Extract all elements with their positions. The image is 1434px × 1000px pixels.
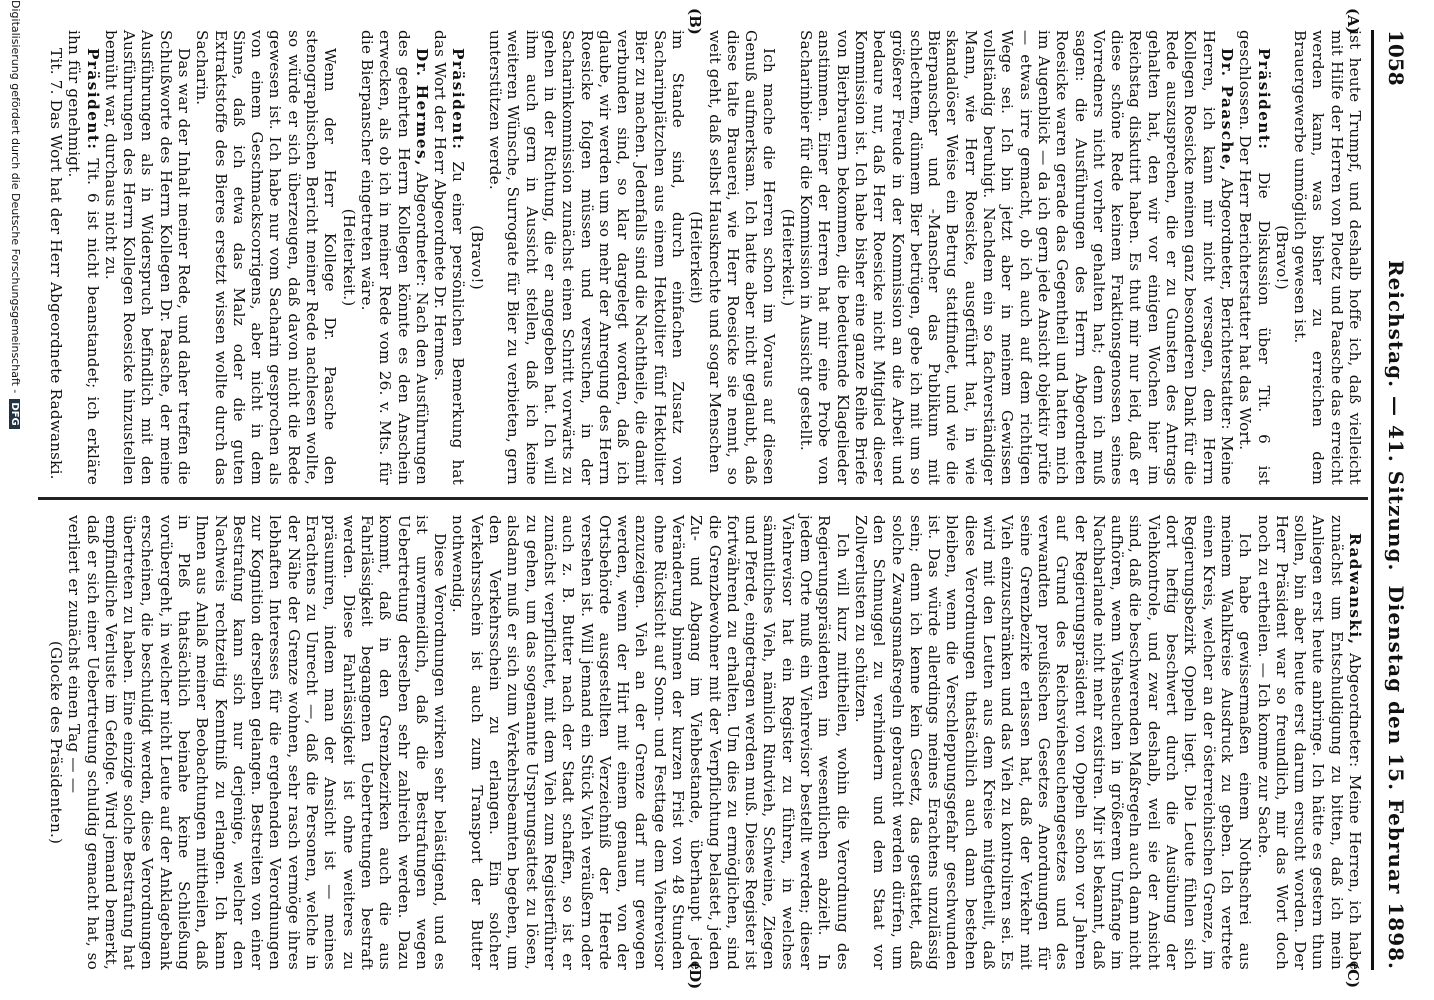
header-rule: [1371, 30, 1374, 970]
bell-note: (Glocke des Präsidenten.): [46, 640, 65, 845]
laughter-note: (Heiterkeit.): [778, 208, 797, 307]
speech-text: Abgeordneter: Nach den Ausführungen des geehrten Herrn Kollegen könnte es den Anschein erwecken, als ob ich in meiner Rede vom 26. v. Mts. für die Bierpanscher eingetreten wäre.: [357, 30, 431, 485]
margin-marker-c: (C): [1344, 962, 1362, 989]
paragraph: [797, 30, 1236, 485]
laughter-note: (Heiterkeit.): [339, 208, 358, 307]
paragraph: Tit. 7. Das Wort hat der Herr Abgeordnete Radwanski.: [46, 48, 65, 480]
margin-marker-b: (B): [686, 8, 704, 35]
speaker-name: Dr. Hermes,: [412, 48, 431, 167]
applause-note: (Bravo!): [467, 225, 486, 290]
paragraph: [65, 30, 102, 485]
page-number: 1058: [1384, 30, 1408, 86]
paragraph: Wenn der Herr Kollege Dr. Paasche den stenographischen Bericht meiner Rede nachlesen wollte, so würde er sich überzeugen, daß davon nicht die Rede gewesen ist. Ich habe nur vom Sacharin gesprochen als von einem Geschmackscorrigens, aber nicht in dem Sinne, daß ich etwa das Malz oder die guten Extraktstoffe des Bieres ersetzt wissen wollte durch das Sacharin.: [193, 30, 340, 485]
paragraph: ist heute Trumpf, und deshalb hoffe ich, daß vielleicht mit Hilfe der Herren von Ploetz und Paasche das erreicht werden kann, was bisher zu erreichen dem Brauergewerbe unmöglich gewesen ist.: [1291, 30, 1364, 485]
paragraph: [1254, 515, 1364, 970]
paragraph: Das war der Inhalt meiner Rede, und daher treffen die Schlußworte des Herrn Kollegen Dr. Paasche, der meine Ausführungen als in Widerspruch befindlich mit den Ausführungen des Herrn Kollegen Roesicke hinzustellen bemüht war, durchaus nicht zu.: [101, 30, 193, 485]
page-title: Reichstag. — 41. Sitzung.: [1384, 260, 1408, 572]
right-column: [47, 515, 1364, 970]
margin-marker-d: (D): [686, 962, 704, 990]
paragraph: [431, 30, 468, 485]
speech-text: Tit. 6 ist nicht beanstandet; ich erkläre ihn für genehmigt.: [65, 30, 102, 486]
speech-text: Abgeordneter: Meine Herren, ich habe zunächst um Entschuldigung zu bitten, daß ich mein Anliegen erst heute anbringe. Ich hätte es gestern thun sollen, bin aber heute erst darum ersucht worden. Der Herr Präsident war so freundlich, mir das Wort doch noch zu ertheilen. — Ich komme zur Sache.: [1254, 515, 1364, 970]
paragraph: [1236, 30, 1273, 485]
column-divider: [38, 497, 1368, 500]
margin-marker-a: (A): [1344, 8, 1362, 34]
speaker-name: Präsident:: [449, 48, 468, 151]
speech-text: Zu einer persönlichen Bemerkung hat das Wort der Herr Abgeordnete Dr. Hermes.: [431, 30, 468, 485]
applause-note: (Bravo!): [1272, 225, 1291, 290]
dfg-logo: DFG: [9, 399, 20, 428]
paragraph: Diese Verordnungen wirken sehr belästigend, und es ist unvermeidlich, daß die Bestrafungen wegen Uebertretung derselben sehr zahlreich werden. Dazu kommt, daß in den Grenzbezirken auch die aus Fahrlässigkeit begangenen Uebertretungen bestraft werden. Diese Fahrlässigkeit ist ohne weiteres zu präsumiren, indem man der Ansicht ist — meines Erachtens zu Unrecht —, daß die Personen, welche in der Nähe der Grenze wohnen, sehr rasch vermöge ihres lebhaften Interesses für die ergehenden Verordnungen zur Kognition derselben gelangen. Bestreiten von einer Bestrafung kann sich nur derjenige, welcher den Nachweis rechtzeitig Kenntniß zu erlangen. Ich kann Ihnen aus Anlaß meiner Beobachtungen mittheilen, daß in Pleß thatsächlich beinahe keine Schließung vorübergeht, in welcher nicht Leute auf der Anklagebank erscheinen, die beschuldigt werden, diese Verordnungen übertreten zu haben. Eine einzige solche Bestrafung hat empfindliche Verluste im Gefolge. Wird jemand bemerkt, daß er sich einer Uebertretung schuldig gemacht hat, so verliert er zunächst einen Tag — —: [65, 515, 450, 970]
paragraph: Ich will kurz mittheilen, wohin die Verordnung des Regierungspräsidenten im wesentlichen abzielt. In jedem Orte muß ein Viehrevisor bestellt werden; dieser Viehrevisor hat ein Register zu führen, in welches sämmtliches Vieh, nämlich Rindvieh, Schweine, Ziegen und Pferde, eingetragen werden muß. Dieses Register ist fortwährend zu erhalten. Um dies zu ermöglichen, sind die Grenzbewohner mit der Verpflichtung belastet, jeden Zu- und Abgang im Viehbestande, überhaupt jede Veränderung binnen der kurzen Frist von 48 Stunden ohne Rücksicht auf Sonn- und Festtage dem Viehrevisor anzuzeigen. Vieh an der Grenze darf nur gewogen werden, wenn der Hirt mit einem genauen, von der Ortsbehörde ausgestellten Verzeichniß der Heerde versehen ist. Will jemand ein Stück Vieh veräußern oder auch z. B. Butter nach der Stadt schaffen, so ist er zunächst verpflichtet, mit dem Vieh zum Registerführer zu gehen, um das sogenannte Ursprungsattest zu lösen, alsdann muß er sich zum Verkehrsbeamten begeben, um den Verkehrsschein zu erlangen. Ein solcher Verkehrsschein ist auch zum Transport der Butter nothwendig.: [449, 515, 852, 970]
page-header: [1368, 30, 1408, 970]
paragraph: [358, 30, 431, 485]
paragraph: im Stande sind, durch einfachen Zusatz von Sacharinplätzchen aus einem Hektoliter fünf Hektoliter Bier zu machen. Jedenfalls sind die Nachtheile, die damit verbunden sind, so klar dargelegt worden, daß ich glaube, wir werden um so mehr der Anregung des Herrn Roesicke folgen müssen und versuchen, in der Sacharinkommission zunächst einen Schritt vorwärts zu gehen in der Richtung, die er angegeben hat. Ich will ihm auch gern in Aussicht stellen, daß ich keine weiteren Wünsche, Surrogate für Bier zu verbieten, gern unterstützen werde.: [486, 30, 688, 485]
speech-text: Abgeordneter, Berichterstatter: Meine Herren, ich kann mir nicht versagen, dem Herrn Kollegen Roesicke meinen ganz besonderen Dank für die Rede auszusprechen, die er zu Gunsten des Antrags gehalten hat, den wir vor einigen Wochen hier im Reichstag diskutirt haben. Es thut mir nur leid, daß er diese schöne Rede keinem Fraktionsgenossen seines Vorredners nicht vorher gehalten hat; denn ich muß sagen: die Ausführungen des Herrn Abgeordneten Roesicke waren gerade das Gegentheil und hatten mich im Augenblick — da ich gern jede Ansicht objektiv prüfe — etwas irre gemacht, ob ich auch auf dem richtigen Wege sei. Ich bin jetzt aber in meinem Gewissen vollständig beruhigt. Nachdem ein so fachverständiger Mann, wie Herr Roesicke, ausgeführt hat, in wie skandalöser Weise ein Betrug stattfindet, und wie die Bierpanscher und -Manscher das Publikum mit schlechtem, dünnem Bier betrügen, gebe ich mit um so größerer Freude in der Kommission an die Arbeit und bedaure nur, daß Herr Roesicke nicht Mitglied dieser Kommission ist. Ich habe bisher eine ganze Reihe Briefe von Bierbrauern bekommen, die bedeutende Klagelieder anstimmen. Einer der Herren hat mir eine Probe von Sacharinbier für die Kommission in Aussicht gestellt.: [797, 30, 1236, 486]
digitization-footer: [9, 0, 22, 1000]
speaker-name: Radwanski,: [1346, 533, 1364, 646]
speech-text: Die Diskussion über Tit. 6 ist geschlossen. Der Herr Berichterstatter hat das Wort.: [1236, 30, 1273, 485]
speaker-name: Präsident:: [83, 48, 102, 151]
left-column: [47, 30, 1364, 485]
laughter-note: (Heiterkeit): [687, 211, 706, 304]
session-date: Dienstag den 15. Februar 1898.: [1384, 585, 1408, 970]
paragraph: Ich habe gewissermaßen einem Nothschrei aus meinem Wahlkreise Ausdruck zu geben. Ich vertrete einen Kreis, welcher an der österreichischen Grenze, im Regierungsbezirk Oppeln liegt. Die Leute fühlen sich dort heftig beschwert durch die Ausübung der Viehkontrole, und zwar deshalb, weil sie der Ansicht sind, daß die beschwerenden Maßregeln auch dann nicht aufhören, wenn Viehseuchen in größerem Umfange im Nachbarlande nicht mehr existiren. Mir ist bekannt, daß der Regierungspräsident von Oppeln schon vor Jahren auf Grund des Reichsviehseuchengesetzes und des verwandten preußischen Gesetzes Anordnungen für seine Grenzbezirke erlassen hat, daß der Verkehr mit Vieh einzuschränken und das Vieh zu kontroliren sei. Es wird mit den Leuten aus dem Kreise mitgetheilt, daß diese Verordnungen thatsächlich auch dann bestehen bleiben, wenn die Verschleppungsgefahr geschwunden ist. Das würde allerdings meines Erachtens unzulässig sein; denn ich kenne kein Gesetz, das gestattet, daß solche Zwangsmaßregeln gebraucht werden dürfen, um den Schmuggel zu verhindern und dem Staat vor Zollverlusten zu schützen.: [851, 515, 1255, 970]
footer-text: Digitalisierung gefördert durch die Deutsche Forschungsgemeinschaft -: [9, 0, 22, 394]
speaker-name: Präsident:: [1254, 48, 1273, 151]
paragraph: Ich mache die Herren schon im Voraus auf diesen Genuß aufmerksam. Ich hatte aber nicht geglaubt, daß diese talte Brauerei, wie Herr Roesicke sie nennt, so weit geht, daß selbst Hausknechte und sogar Menschen: [705, 30, 779, 485]
speaker-name: Dr. Paasche,: [1217, 48, 1236, 173]
